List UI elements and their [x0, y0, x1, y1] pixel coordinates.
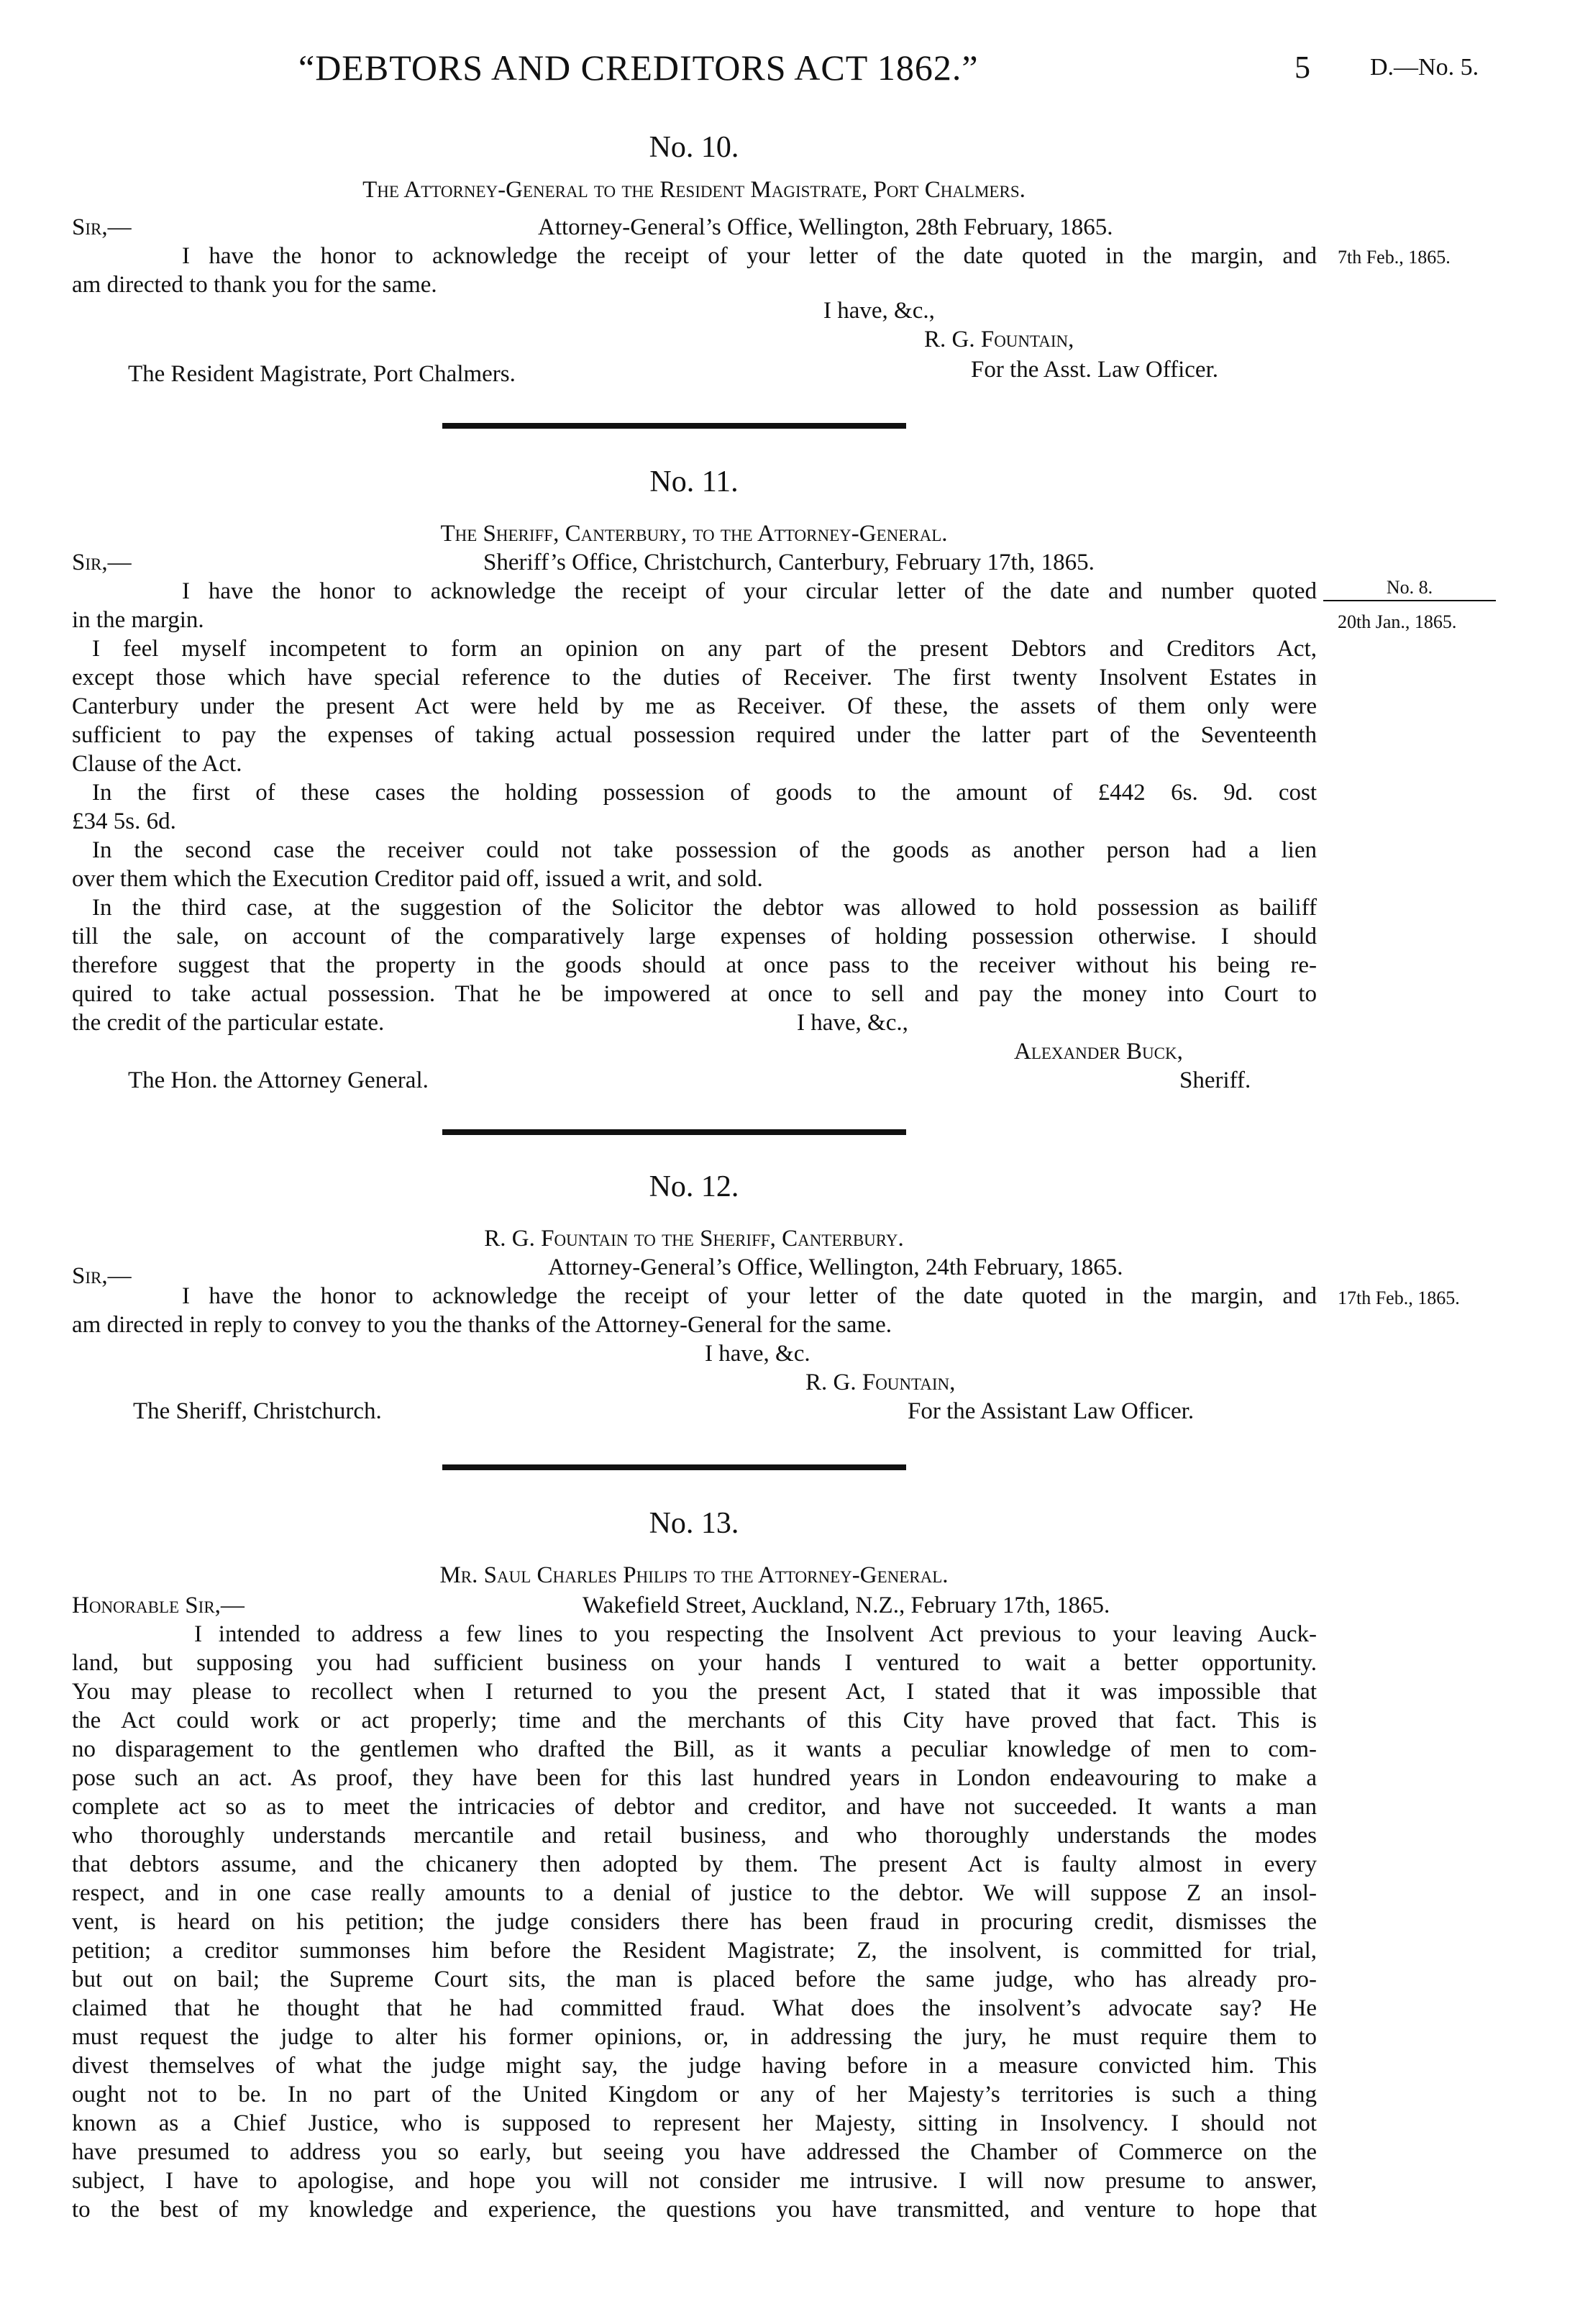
letter-13-body-line: to the best of my knowledge and experience, the questions you have transmitted, and venture to hope that: [72, 2197, 1317, 2223]
letter-10-signature: R. G. Fountain,: [924, 327, 1074, 352]
running-header-title: “DEBTORS AND CREDITORS ACT 1862.”: [298, 47, 979, 88]
letter-11-signature-title: Sheriff.: [1179, 1067, 1251, 1093]
letter-13-dateline: Wakefield Street, Auckland, N.Z., February 17th, 1865.: [583, 1592, 1110, 1618]
letter-11-body-line: the credit of the particular estate.: [72, 1010, 385, 1036]
letter-11-body-line: In the third case, at the suggestion of the Solicitor the debtor was allowed to hold possession as bailiff: [92, 895, 1317, 921]
letter-11-body-line: sufficient to pay the expenses of taking actual possession required under the latter part of the Seventeenth: [72, 722, 1317, 748]
letter-11-body-line: except those which have special reference to the duties of Receiver. The first twenty Insolvent Estates in: [72, 665, 1317, 691]
letter-12-body-line: I have the honor to acknowledge the receipt of your letter of the date quoted in the margin, and: [182, 1283, 1317, 1309]
letter-13-body-line: You may please to recollect when I returned to you the present Act, I stated that it was impossible that: [72, 1679, 1317, 1705]
letter-11-addressee: The Hon. the Attorney General.: [128, 1067, 429, 1093]
letter-13-body-line: subject, I have to apologise, and hope you will not consider me intrusive. I will now presume to answer,: [72, 2168, 1317, 2194]
letter-12-closing: I have, &c.: [705, 1341, 810, 1367]
letter-10-dateline: Attorney-General’s Office, Wellington, 28th February, 1865.: [538, 214, 1113, 240]
letter-13-body-line: I intended to address a few lines to you respecting the Insolvent Act previous to your leaving Auck-: [194, 1621, 1317, 1647]
letter-13-body-line: no disparagement to the gentlemen who drafted the Bill, as it wants a peculiar knowledge of men to com-: [72, 1736, 1317, 1762]
letter-11-body-line: quired to take actual possession. That he be impowered at once to sell and pay the money into Court to: [72, 981, 1317, 1007]
letter-13-heading: Mr. Saul Charles Philips to the Attorney-General.: [439, 1562, 949, 1588]
letter-12-heading: R. G. Fountain to the Sheriff, Canterbury.: [484, 1226, 904, 1252]
letter-10-body-line: I have the honor to acknowledge the receipt of your letter of the date quoted in the margin, and: [182, 243, 1317, 269]
letter-11-body-line: I have the honor to acknowledge the receipt of your circular letter of the date and number quoted: [182, 578, 1317, 604]
letter-13-body-line: known as a Chief Justice, who is supposed to represent her Majesty, sitting in Insolvency. I should not: [72, 2110, 1317, 2136]
letter-13-body-line: claimed that he thought that he had committed fraud. What does the insolvent’s advocate say? He: [72, 1995, 1317, 2021]
letter-13-body-line: who thoroughly understands mercantile and retail business, and who thoroughly understands the modes: [72, 1823, 1317, 1849]
letter-13-body-line: ought not to be. In no part of the United Kingdom or any of her Majesty’s territories is such a thing: [72, 2082, 1317, 2107]
letter-10-margin-note: 7th Feb., 1865.: [1338, 247, 1451, 268]
letter-11-heading: The Sheriff, Canterbury, to the Attorney-General.: [440, 521, 948, 547]
letter-13-number: No. 13.: [649, 1507, 739, 1540]
section-divider: [442, 423, 906, 429]
letter-12-dateline: Attorney-General’s Office, Wellington, 24th February, 1865.: [548, 1254, 1123, 1280]
section-divider: [442, 1129, 906, 1135]
letter-10-addressee: The Resident Magistrate, Port Chalmers.: [128, 361, 516, 387]
letter-11-body-line: over them which the Execution Creditor paid off, issued a writ, and sold.: [72, 866, 763, 892]
letter-10-number: No. 10.: [649, 131, 739, 164]
letter-10-heading: The Attorney-General to the Resident Magistrate, Port Chalmers.: [362, 177, 1026, 203]
letter-11-body-line: in the margin.: [72, 607, 204, 633]
letter-13-body-line: must request the judge to alter his former opinions, or, in addressing the jury, he must require them to: [72, 2024, 1317, 2050]
letter-11-dateline: Sheriff’s Office, Christchurch, Canterbury, February 17th, 1865.: [483, 550, 1095, 575]
letter-12-number: No. 12.: [649, 1170, 739, 1203]
letter-11-body-line: Canterbury under the present Act were held by me as Receiver. Of these, the assets of them only were: [72, 693, 1317, 719]
letter-13-body-line: pose such an act. As proof, they have been for this last hundred years in London endeavouring to make a: [72, 1765, 1317, 1791]
letter-11-closing: I have, &c.,: [797, 1010, 908, 1036]
letter-11-body-line: £34 5s. 6d.: [72, 808, 176, 834]
page-number: 5: [1294, 50, 1310, 85]
letter-12-signature: R. G. Fountain,: [805, 1370, 956, 1395]
letter-10-salutation: Sir,—: [72, 214, 132, 240]
letter-11-margin-note: 20th Jan., 1865.: [1338, 611, 1457, 632]
letter-13-body-line: have presumed to address you so early, but seeing you have addressed the Chamber of Commerce on the: [72, 2139, 1317, 2165]
letter-11-margin-note: No. 8.: [1323, 575, 1496, 601]
letter-13-body-line: land, but supposing you had sufficient business on your hands I ventured to wait a better opportunity.: [72, 1650, 1317, 1676]
letter-11-body-line: In the second case the receiver could not take possession of the goods as another person had a lien: [92, 837, 1317, 863]
letter-13-body-line: petition; a creditor summonses him before the Resident Magistrate; Z, the insolvent, is committed for trial,: [72, 1938, 1317, 1964]
letter-10-closing: I have, &c.,: [823, 298, 935, 324]
letter-13-body-line: divest themselves of what the judge might say, the judge having before in a measure convicted him. This: [72, 2053, 1317, 2079]
letter-13-body-line: respect, and in one case really amounts to a denial of justice to the debtor. We will suppose Z an insol-: [72, 1880, 1317, 1906]
letter-11-body-line: In the first of these cases the holding possession of goods to the amount of £442 6s. 9d. cost: [92, 780, 1317, 806]
letter-13-salutation: Honorable Sir,—: [72, 1592, 245, 1618]
letter-12-body-line: am directed in reply to convey to you the thanks of the Attorney-General for the same.: [72, 1312, 892, 1338]
letter-13-body-line: complete act so as to meet the intricacies of debtor and creditor, and have not succeeded. It wants a man: [72, 1794, 1317, 1820]
letter-13-body-line: that debtors assume, and the chicanery then adopted by them. The present Act is faulty almost in every: [72, 1851, 1317, 1877]
document-reference: D.—No. 5.: [1370, 54, 1479, 81]
letter-12-margin-note: 17th Feb., 1865.: [1338, 1288, 1460, 1308]
letter-11-signature: Alexander Buck,: [1014, 1039, 1183, 1065]
letter-11-body-line: till the sale, on account of the comparatively large expenses of holding possession otherwise. I should: [72, 924, 1317, 949]
letter-11-salutation: Sir,—: [72, 550, 132, 575]
letter-12-salutation: Sir,—: [72, 1263, 132, 1289]
section-divider: [442, 1464, 906, 1470]
letter-11-body-line: Clause of the Act.: [72, 751, 242, 777]
letter-13-body-line: vent, is heard on his petition; the judge considers there has been fraud in procuring credit, dismisses the: [72, 1909, 1317, 1935]
letter-12-addressee: The Sheriff, Christchurch.: [133, 1398, 382, 1424]
letter-13-body-line: the Act could work or act properly; time and the merchants of this City have proved that fact. This is: [72, 1708, 1317, 1733]
letter-13-body-line: but out on bail; the Supreme Court sits, the man is placed before the same judge, who has already pro-: [72, 1967, 1317, 1992]
letter-10-signature-title: For the Asst. Law Officer.: [971, 357, 1219, 383]
letter-10-body-line: am directed to thank you for the same.: [72, 272, 437, 298]
letter-11-number: No. 11.: [649, 465, 739, 498]
letter-12-signature-title: For the Assistant Law Officer.: [908, 1398, 1195, 1424]
letter-11-body-line: therefore suggest that the property in the goods should at once pass to the receiver without his being re-: [72, 952, 1317, 978]
letter-11-body-line: I feel myself incompetent to form an opinion on any part of the present Debtors and Creditors Act,: [92, 636, 1317, 662]
